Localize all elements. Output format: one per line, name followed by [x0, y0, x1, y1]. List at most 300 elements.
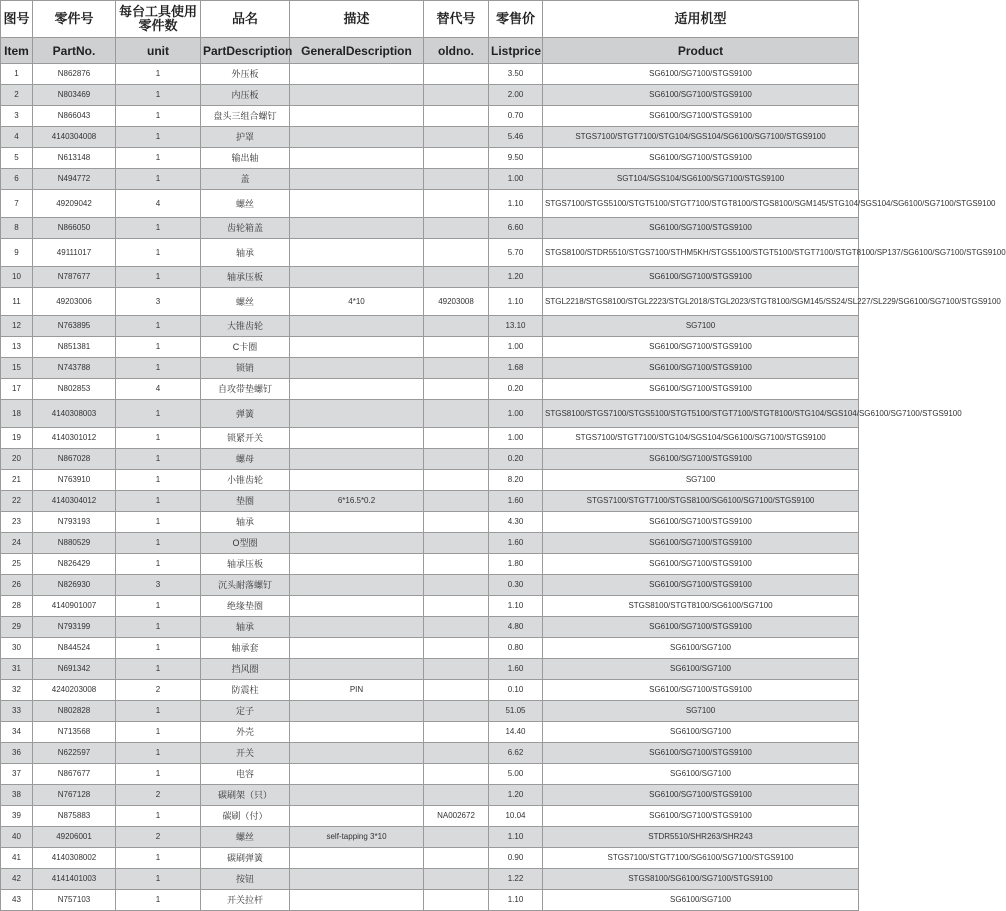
partno-cell: N494772 [33, 169, 116, 190]
listprice-cell: 51.05 [489, 701, 543, 722]
listprice-cell: 5.00 [489, 764, 543, 785]
partdesc-cell: 输出轴 [201, 148, 290, 169]
partno-cell: N866050 [33, 218, 116, 239]
table-row [1, 827, 859, 848]
unit-cell: 1 [116, 449, 201, 470]
partno-cell: N787677 [33, 267, 116, 288]
oldno-cell [424, 533, 489, 554]
product-cell: STDR5510/SHR263/SHR243 [543, 827, 859, 848]
unit-cell: 1 [116, 806, 201, 827]
oldno-cell [424, 64, 489, 85]
listprice-cell: 1.00 [489, 169, 543, 190]
col-header-item-cn: 图号 [1, 1, 33, 38]
product-cell: SG6100/SG7100/STGS9100 [543, 449, 859, 470]
partdesc-cell: 螺丝 [201, 190, 290, 218]
gendesc-cell [290, 239, 424, 267]
partno-cell: N793199 [33, 617, 116, 638]
item-cell: 9 [1, 239, 33, 267]
unit-cell: 1 [116, 400, 201, 428]
unit-cell: 1 [116, 554, 201, 575]
unit-cell: 1 [116, 358, 201, 379]
listprice-cell: 6.62 [489, 743, 543, 764]
gendesc-cell [290, 470, 424, 491]
table-row [1, 358, 859, 379]
oldno-cell [424, 379, 489, 400]
product-cell: SG6100/SG7100/STGS9100 [543, 267, 859, 288]
col-header-product: Product [543, 38, 859, 64]
partno-cell: N743788 [33, 358, 116, 379]
gendesc-cell [290, 449, 424, 470]
header-row-en [1, 38, 859, 64]
gendesc-cell [290, 533, 424, 554]
unit-cell: 1 [116, 64, 201, 85]
oldno-cell [424, 827, 489, 848]
item-cell: 33 [1, 701, 33, 722]
item-cell: 2 [1, 85, 33, 106]
partdesc-cell: 开关 [201, 743, 290, 764]
product-cell: SGT104/SGS104/SG6100/SG7100/STGS9100 [543, 169, 859, 190]
gendesc-cell [290, 869, 424, 890]
table-row [1, 722, 859, 743]
item-cell: 20 [1, 449, 33, 470]
partno-cell: 4140304008 [33, 127, 116, 148]
col-header-partno-cn: 零件号 [33, 1, 116, 38]
listprice-cell: 1.10 [489, 890, 543, 911]
table-row [1, 316, 859, 337]
table-row [1, 848, 859, 869]
table-row [1, 428, 859, 449]
unit-cell: 3 [116, 288, 201, 316]
gendesc-cell [290, 722, 424, 743]
table-row [1, 337, 859, 358]
product-cell: SG6100/SG7100/STGS9100 [543, 806, 859, 827]
unit-cell: 1 [116, 428, 201, 449]
gendesc-cell [290, 743, 424, 764]
product-cell: SG6100/SG7100 [543, 638, 859, 659]
col-header-partdesc: PartDescription [201, 38, 290, 64]
partdesc-cell: 内压板 [201, 85, 290, 106]
partdesc-cell: 电容 [201, 764, 290, 785]
table-row [1, 491, 859, 512]
gendesc-cell [290, 106, 424, 127]
gendesc-cell [290, 218, 424, 239]
oldno-cell [424, 743, 489, 764]
oldno-cell [424, 316, 489, 337]
item-cell: 8 [1, 218, 33, 239]
unit-cell: 2 [116, 785, 201, 806]
oldno-cell [424, 85, 489, 106]
product-cell: SG6100/SG7100 [543, 890, 859, 911]
gendesc-cell [290, 190, 424, 218]
partdesc-cell: 轴承压板 [201, 554, 290, 575]
col-header-oldno: oldno. [424, 38, 489, 64]
listprice-cell: 0.30 [489, 575, 543, 596]
col-header-oldno-cn: 替代号 [424, 1, 489, 38]
item-cell: 30 [1, 638, 33, 659]
item-cell: 19 [1, 428, 33, 449]
unit-cell: 1 [116, 512, 201, 533]
product-cell: SG6100/SG7100 [543, 764, 859, 785]
product-cell: SG6100/SG7100/STGS9100 [543, 218, 859, 239]
item-cell: 22 [1, 491, 33, 512]
table-row [1, 701, 859, 722]
partno-cell: 4140304012 [33, 491, 116, 512]
product-cell: SG7100 [543, 470, 859, 491]
unit-cell: 1 [116, 701, 201, 722]
product-cell: STGS7100/STGT7100/SG6100/SG7100/STGS9100 [543, 848, 859, 869]
listprice-cell: 3.50 [489, 64, 543, 85]
table-row [1, 869, 859, 890]
unit-cell: 1 [116, 596, 201, 617]
listprice-cell: 10.04 [489, 806, 543, 827]
col-header-listprice-cn: 零售价 [489, 1, 543, 38]
product-cell: SG6100/SG7100/STGS9100 [543, 85, 859, 106]
unit-cell: 1 [116, 148, 201, 169]
listprice-cell: 1.60 [489, 533, 543, 554]
listprice-cell: 1.10 [489, 596, 543, 617]
unit-cell: 1 [116, 638, 201, 659]
table-row [1, 379, 859, 400]
oldno-cell [424, 127, 489, 148]
table-row [1, 806, 859, 827]
partdesc-cell: C卡圈 [201, 337, 290, 358]
listprice-cell: 1.22 [489, 869, 543, 890]
gendesc-cell [290, 379, 424, 400]
partno-cell: 4140301012 [33, 428, 116, 449]
partdesc-cell: 沉头耐落螺钉 [201, 575, 290, 596]
partdesc-cell: 碳刷（付） [201, 806, 290, 827]
listprice-cell: 1.68 [489, 358, 543, 379]
table-row [1, 288, 859, 316]
table-row [1, 617, 859, 638]
partdesc-cell: 挡风圈 [201, 659, 290, 680]
item-cell: 6 [1, 169, 33, 190]
product-cell: STGS7100/STGT7100/STG104/SGS104/SG6100/SG7100/STGS9100 [543, 127, 859, 148]
table-row [1, 575, 859, 596]
listprice-cell: 1.60 [489, 659, 543, 680]
gendesc-cell [290, 596, 424, 617]
unit-cell: 3 [116, 575, 201, 596]
unit-cell: 1 [116, 218, 201, 239]
listprice-cell: 1.00 [489, 400, 543, 428]
product-cell: STGS8100/SG6100/SG7100/STGS9100 [543, 869, 859, 890]
unit-cell: 1 [116, 169, 201, 190]
listprice-cell: 5.70 [489, 239, 543, 267]
unit-cell: 1 [116, 337, 201, 358]
partdesc-cell: 碳刷架（只） [201, 785, 290, 806]
gendesc-cell [290, 806, 424, 827]
product-cell: SG6100/SG7100/STGS9100 [543, 358, 859, 379]
item-cell: 40 [1, 827, 33, 848]
col-header-partno: PartNo. [33, 38, 116, 64]
partdesc-cell: 螺丝 [201, 827, 290, 848]
partno-cell: N802853 [33, 379, 116, 400]
item-cell: 25 [1, 554, 33, 575]
oldno-cell: NA002672 [424, 806, 489, 827]
item-cell: 42 [1, 869, 33, 890]
unit-cell: 1 [116, 267, 201, 288]
table-row [1, 106, 859, 127]
partdesc-cell: 轴承 [201, 512, 290, 533]
partno-cell: N867028 [33, 449, 116, 470]
listprice-cell: 6.60 [489, 218, 543, 239]
product-cell: STGS7100/STGT7100/STGS8100/SG6100/SG7100/STGS9100 [543, 491, 859, 512]
item-cell: 43 [1, 890, 33, 911]
partdesc-cell: 螺母 [201, 449, 290, 470]
gendesc-cell [290, 428, 424, 449]
item-cell: 37 [1, 764, 33, 785]
gendesc-cell [290, 64, 424, 85]
col-header-unit: unit [116, 38, 201, 64]
oldno-cell [424, 659, 489, 680]
gendesc-cell [290, 267, 424, 288]
col-header-item: Item [1, 38, 33, 64]
item-cell: 31 [1, 659, 33, 680]
unit-cell: 1 [116, 848, 201, 869]
oldno-cell [424, 680, 489, 701]
gendesc-cell [290, 701, 424, 722]
unit-cell: 4 [116, 379, 201, 400]
oldno-cell [424, 428, 489, 449]
item-cell: 21 [1, 470, 33, 491]
gendesc-cell [290, 85, 424, 106]
partno-cell: 49206001 [33, 827, 116, 848]
partno-cell: N851381 [33, 337, 116, 358]
partdesc-cell: 垫圈 [201, 491, 290, 512]
partno-cell: N613148 [33, 148, 116, 169]
table-row [1, 218, 859, 239]
item-cell: 15 [1, 358, 33, 379]
partdesc-cell: 轴承 [201, 239, 290, 267]
unit-cell: 1 [116, 316, 201, 337]
item-cell: 26 [1, 575, 33, 596]
unit-cell: 1 [116, 764, 201, 785]
listprice-cell: 1.00 [489, 337, 543, 358]
partno-cell: 4140901007 [33, 596, 116, 617]
item-cell: 39 [1, 806, 33, 827]
listprice-cell: 1.10 [489, 190, 543, 218]
col-header-partdesc-cn: 品名 [201, 1, 290, 38]
oldno-cell [424, 764, 489, 785]
item-cell: 23 [1, 512, 33, 533]
listprice-cell: 1.60 [489, 491, 543, 512]
unit-cell: 1 [116, 743, 201, 764]
partdesc-cell: 盖 [201, 169, 290, 190]
gendesc-cell [290, 638, 424, 659]
table-row [1, 85, 859, 106]
partdesc-cell: 碳刷弹簧 [201, 848, 290, 869]
partno-cell: N763910 [33, 470, 116, 491]
oldno-cell [424, 148, 489, 169]
partdesc-cell: 开关拉杆 [201, 890, 290, 911]
product-cell: SG6100/SG7100/STGS9100 [543, 379, 859, 400]
gendesc-cell [290, 617, 424, 638]
oldno-cell [424, 701, 489, 722]
partdesc-cell: 轴承套 [201, 638, 290, 659]
item-cell: 28 [1, 596, 33, 617]
product-cell: SG7100 [543, 701, 859, 722]
gendesc-cell [290, 127, 424, 148]
gendesc-cell: self-tapping 3*10 [290, 827, 424, 848]
product-cell: STGL2218/STGS8100/STGL2223/STGL2018/STGL2023/STGT8100/SGM145/SS24/SL227/SL229/SG6100/SG7100/STGS9100 [543, 288, 859, 316]
partno-cell: N802828 [33, 701, 116, 722]
unit-cell: 1 [116, 239, 201, 267]
oldno-cell [424, 785, 489, 806]
table-row [1, 148, 859, 169]
unit-cell: 2 [116, 680, 201, 701]
listprice-cell: 9.50 [489, 148, 543, 169]
product-cell: SG6100/SG7100/STGS9100 [543, 785, 859, 806]
oldno-cell [424, 491, 489, 512]
partdesc-cell: 绝缘垫圈 [201, 596, 290, 617]
listprice-cell: 0.20 [489, 449, 543, 470]
partno-cell: N691342 [33, 659, 116, 680]
oldno-cell [424, 106, 489, 127]
product-cell: SG6100/SG7100/STGS9100 [543, 148, 859, 169]
unit-cell: 2 [116, 827, 201, 848]
partdesc-cell: 外压板 [201, 64, 290, 85]
partdesc-cell: 螺丝 [201, 288, 290, 316]
gendesc-cell [290, 764, 424, 785]
col-header-gendesc: GeneralDescription [290, 38, 424, 64]
table-row [1, 743, 859, 764]
table-row [1, 785, 859, 806]
table-row [1, 680, 859, 701]
item-cell: 4 [1, 127, 33, 148]
product-cell: STGS7100/STGT7100/STG104/SGS104/SG6100/SG7100/STGS9100 [543, 428, 859, 449]
partno-cell: N803469 [33, 85, 116, 106]
gendesc-cell: 6*16.5*0.2 [290, 491, 424, 512]
item-cell: 38 [1, 785, 33, 806]
product-cell: SG6100/SG7100/STGS9100 [543, 64, 859, 85]
partdesc-cell: 轴承 [201, 617, 290, 638]
unit-cell: 1 [116, 106, 201, 127]
gendesc-cell [290, 148, 424, 169]
unit-cell: 1 [116, 722, 201, 743]
unit-cell: 1 [116, 470, 201, 491]
partdesc-cell: 大锥齿轮 [201, 316, 290, 337]
partno-cell: 4140308003 [33, 400, 116, 428]
oldno-cell [424, 617, 489, 638]
oldno-cell [424, 400, 489, 428]
partdesc-cell: O型圈 [201, 533, 290, 554]
oldno-cell [424, 239, 489, 267]
unit-cell: 1 [116, 617, 201, 638]
col-header-gendesc-cn: 描述 [290, 1, 424, 38]
unit-cell: 1 [116, 533, 201, 554]
partdesc-cell: 锁销 [201, 358, 290, 379]
gendesc-cell: 4*10 [290, 288, 424, 316]
listprice-cell: 1.80 [489, 554, 543, 575]
gendesc-cell [290, 169, 424, 190]
partdesc-cell: 小锥齿轮 [201, 470, 290, 491]
gendesc-cell [290, 659, 424, 680]
table-row [1, 127, 859, 148]
item-cell: 1 [1, 64, 33, 85]
product-cell: STGS8100/STDR5510/STGS7100/STHM5KH/STGS5100/STGT5100/STGT7100/STGT8100/SP137/SG6100/SG7100/STGS9100 [543, 239, 859, 267]
product-cell: SG6100/SG7100/STGS9100 [543, 680, 859, 701]
listprice-cell: 13.10 [489, 316, 543, 337]
item-cell: 17 [1, 379, 33, 400]
listprice-cell: 0.70 [489, 106, 543, 127]
listprice-cell: 1.00 [489, 428, 543, 449]
product-cell: SG6100/SG7100/STGS9100 [543, 554, 859, 575]
partdesc-cell: 锁紧开关 [201, 428, 290, 449]
listprice-cell: 4.80 [489, 617, 543, 638]
unit-cell: 1 [116, 491, 201, 512]
table-row [1, 470, 859, 491]
product-cell: SG6100/SG7100/STGS9100 [543, 512, 859, 533]
partdesc-cell: 防震柱 [201, 680, 290, 701]
col-header-unit-cn: 每台工具使用零件数 [116, 1, 201, 38]
partdesc-cell: 护罩 [201, 127, 290, 148]
partno-cell: N826930 [33, 575, 116, 596]
unit-cell: 1 [116, 85, 201, 106]
listprice-cell: 0.90 [489, 848, 543, 869]
partdesc-cell: 盘头三组合螺钉 [201, 106, 290, 127]
col-header-listprice: Listprice [489, 38, 543, 64]
header-row-cn [1, 1, 859, 38]
table-row [1, 267, 859, 288]
unit-cell: 4 [116, 190, 201, 218]
partno-cell: N763895 [33, 316, 116, 337]
oldno-cell [424, 267, 489, 288]
oldno-cell [424, 470, 489, 491]
gendesc-cell [290, 575, 424, 596]
product-cell: STGS8100/STGT8100/SG6100/SG7100 [543, 596, 859, 617]
product-cell: SG6100/SG7100/STGS9100 [543, 743, 859, 764]
table-row [1, 659, 859, 680]
item-cell: 34 [1, 722, 33, 743]
table-row [1, 533, 859, 554]
item-cell: 12 [1, 316, 33, 337]
listprice-cell: 0.80 [489, 638, 543, 659]
table-row [1, 638, 859, 659]
partdesc-cell: 齿轮箱盖 [201, 218, 290, 239]
col-header-product-cn: 适用机型 [543, 1, 859, 38]
oldno-cell [424, 358, 489, 379]
product-cell: STGS7100/STGS5100/STGT5100/STGT7100/STGT8100/STGS8100/SGM145/STG104/SGS104/SG6100/SG7100/STGS9100 [543, 190, 859, 218]
item-cell: 29 [1, 617, 33, 638]
listprice-cell: 1.20 [489, 267, 543, 288]
partdesc-cell: 按钮 [201, 869, 290, 890]
gendesc-cell [290, 848, 424, 869]
listprice-cell: 0.10 [489, 680, 543, 701]
partdesc-cell: 弹簧 [201, 400, 290, 428]
item-cell: 18 [1, 400, 33, 428]
partno-cell: N793193 [33, 512, 116, 533]
item-cell: 36 [1, 743, 33, 764]
table-row [1, 190, 859, 218]
partno-cell: N862876 [33, 64, 116, 85]
oldno-cell [424, 512, 489, 533]
item-cell: 5 [1, 148, 33, 169]
unit-cell: 1 [116, 869, 201, 890]
gendesc-cell [290, 316, 424, 337]
oldno-cell [424, 169, 489, 190]
product-cell: SG6100/SG7100 [543, 722, 859, 743]
oldno-cell [424, 596, 489, 617]
oldno-cell [424, 449, 489, 470]
item-cell: 24 [1, 533, 33, 554]
listprice-cell: 8.20 [489, 470, 543, 491]
parts-table-body [1, 64, 1006, 911]
gendesc-cell [290, 890, 424, 911]
partno-cell: 49111017 [33, 239, 116, 267]
unit-cell: 1 [116, 127, 201, 148]
partno-cell: N880529 [33, 533, 116, 554]
oldno-cell [424, 190, 489, 218]
